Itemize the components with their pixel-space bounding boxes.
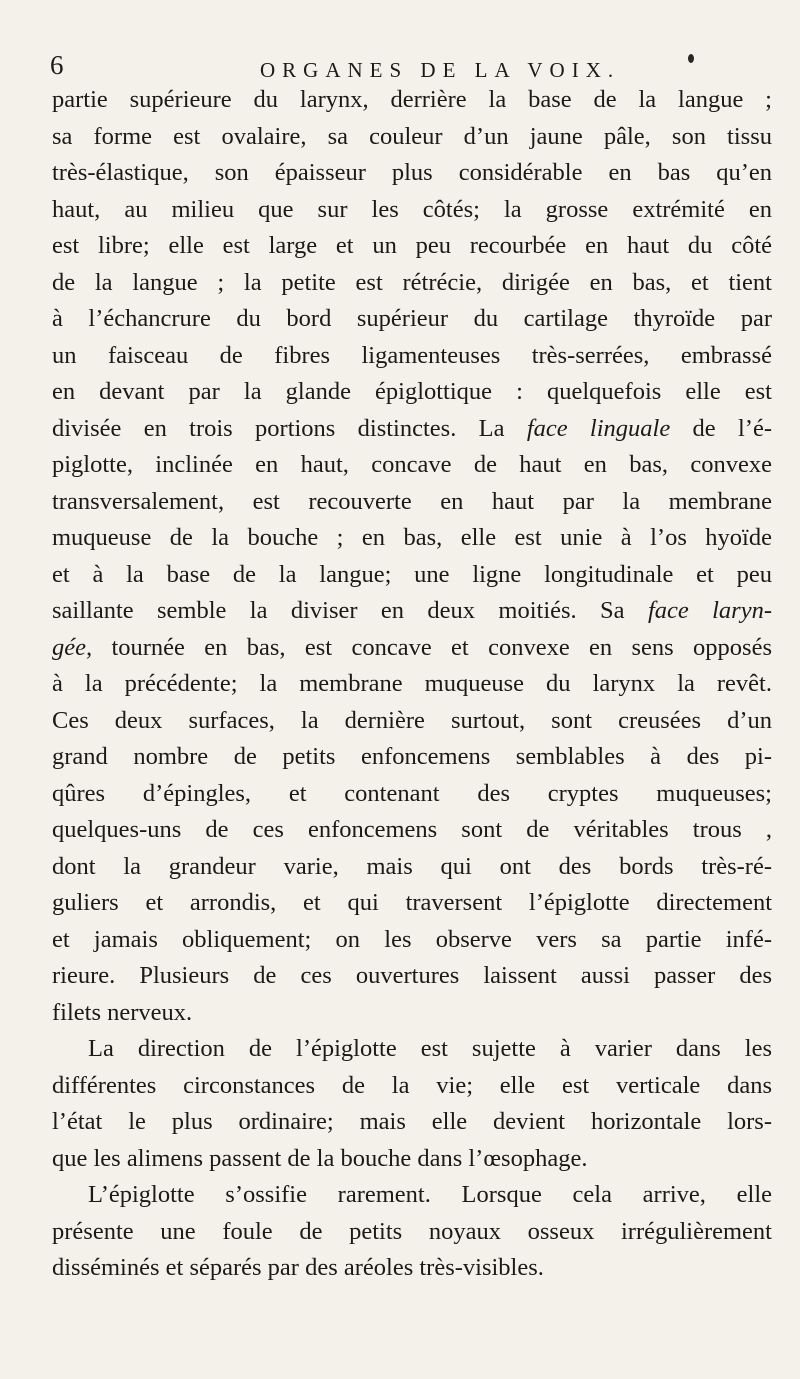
text-line: L’épiglotte s’ossifie rarement. Lorsque cela arrive, elle (88, 1181, 772, 1208)
text-line: l’état le plus ordinaire; mais elle devient horizontale lors- (52, 1108, 772, 1135)
text-line: grand nombre de petits enfoncemens semblables à des pi- (52, 743, 772, 770)
text-line: un faisceau de fibres ligamenteuses très-serrées, embrassé (52, 341, 772, 369)
text-segment: tournée en bas, est concave et convexe en sens opposés (92, 633, 772, 661)
text-line: à la précédente; la membrane muqueuse du larynx la revêt. (52, 670, 772, 697)
text-line: qûres d’épingles, et contenant des cryptes muqueuses; (52, 779, 772, 807)
text-segment: de l’é- (670, 414, 772, 442)
text-line: disséminés et séparés par des aréoles très-visibles. (52, 1254, 544, 1281)
text-line: piglotte, inclinée en haut, concave de haut en bas, convexe (52, 451, 772, 478)
text-line (52, 593, 772, 630)
text-line: présente une foule de petits noyaux osseux irrégulièrement (52, 1217, 772, 1245)
text-line: Ces deux surfaces, la dernière surtout, sont creusées d’un (52, 706, 772, 734)
text-line: filets nerveux. (52, 998, 193, 1026)
italic-term: face laryn- (647, 597, 772, 624)
text-line (52, 411, 772, 448)
text-line: quelques-uns de ces enfoncemens sont de véritables trous , (52, 816, 772, 843)
italic-term: face linguale (526, 414, 671, 442)
text-line: sa forme est ovalaire, sa couleur d’un jaune pâle, son tissu (52, 122, 772, 150)
ink-spot (688, 54, 694, 63)
text-line (52, 630, 772, 667)
text-line: La direction de l’épiglotte est sujette à varier dans les (88, 1035, 772, 1062)
text-line: partie supérieure du larynx, derrière la base de la langue ; (52, 86, 772, 113)
text-segment: divisée en trois portions distinctes. La (52, 414, 527, 442)
text-line: dont la grandeur varie, mais qui ont des bords très-ré- (52, 852, 772, 880)
page-number: 6 (50, 50, 64, 80)
text-line: et jamais obliquement; on les observe vers sa partie infé- (52, 925, 772, 953)
running-title: ORGANES DE LA VOIX. (260, 58, 621, 82)
text-line: rieure. Plusieurs de ces ouvertures laissent aussi passer des (52, 962, 772, 989)
body-text (52, 82, 772, 1287)
text-line: est libre; elle est large et un peu recourbée en haut du côté (52, 232, 772, 259)
text-line: et à la base de la langue; une ligne longitudinale et peu (52, 560, 772, 588)
text-line: transversalement, est recouverte en haut par la membrane (52, 487, 772, 515)
text-line: en devant par la glande épiglottique : quelquefois elle est (52, 378, 772, 405)
text-line: de la langue ; la petite est rétrécie, dirigée en bas, et tient (52, 268, 772, 296)
text-line: à l’échancrure du bord supérieur du cartilage thyroïde par (52, 305, 772, 332)
text-line: haut, au milieu que sur les côtés; la grosse extrémité en (52, 195, 772, 223)
text-line: différentes circonstances de la vie; elle est verticale dans (52, 1071, 772, 1099)
text-line: guliers et arrondis, et qui traversent l’épiglotte directement (52, 889, 772, 916)
text-line: très-élastique, son épaisseur plus considérable en bas qu’en (52, 159, 772, 186)
text-segment: saillante semble la diviser en deux moitiés. Sa (52, 597, 648, 624)
text-line: muqueuse de la bouche ; en bas, elle est unie à l’os hyoïde (52, 524, 772, 551)
text-line: que les alimens passent de la bouche dans l’œsophage. (52, 1144, 588, 1172)
italic-term: gée, (52, 633, 93, 661)
